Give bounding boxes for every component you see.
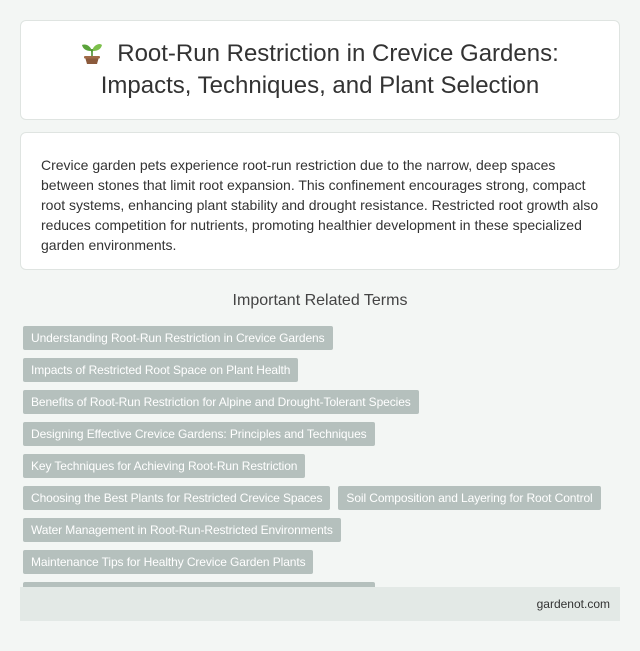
footer-site-link[interactable]: gardenot.com [536, 597, 610, 611]
related-term-tag[interactable]: Choosing the Best Plants for Restricted Crevice Spaces [23, 486, 330, 510]
sprout-icon [81, 40, 103, 64]
related-term-tag[interactable]: Maintenance Tips for Healthy Crevice Garden Plants [23, 550, 313, 574]
related-term-tag[interactable]: Key Techniques for Achieving Root-Run Restriction [23, 454, 305, 478]
page-title [41, 38, 599, 102]
summary-card [20, 132, 620, 270]
related-terms-heading: Important Related Terms [232, 292, 408, 309]
related-term-tag[interactable]: Soil Composition and Layering for Root Control [338, 486, 600, 510]
footer [20, 587, 620, 621]
related-term-tag[interactable]: Impacts of Restricted Root Space on Plant Health [23, 358, 298, 382]
summary-text: Crevice garden pets experience root-run restriction due to the narrow, deep spaces between stones that limit root expansion. This confinement encourages strong, compact root systems, enhancing plant stability and drought resistance. Restricted root growth also reduces competition for nutrients, promoting healthier development in these specialized garden environments. [41, 157, 599, 253]
related-term-tag[interactable]: Understanding Root-Run Restriction in Crevice Gardens [23, 326, 333, 350]
related-terms-list [20, 326, 620, 614]
title-card [20, 20, 620, 120]
related-term-tag[interactable]: Benefits of Root-Run Restriction for Alpine and Drought-Tolerant Species [23, 390, 419, 414]
page-title-text: Root-Run Restriction in Crevice Gardens: Impacts, Techniques, and Plant Selection [100, 40, 559, 99]
related-term-tag[interactable]: Designing Effective Crevice Gardens: Principles and Techniques [23, 422, 375, 446]
related-term-tag[interactable]: Water Management in Root-Run-Restricted Environments [23, 518, 341, 542]
